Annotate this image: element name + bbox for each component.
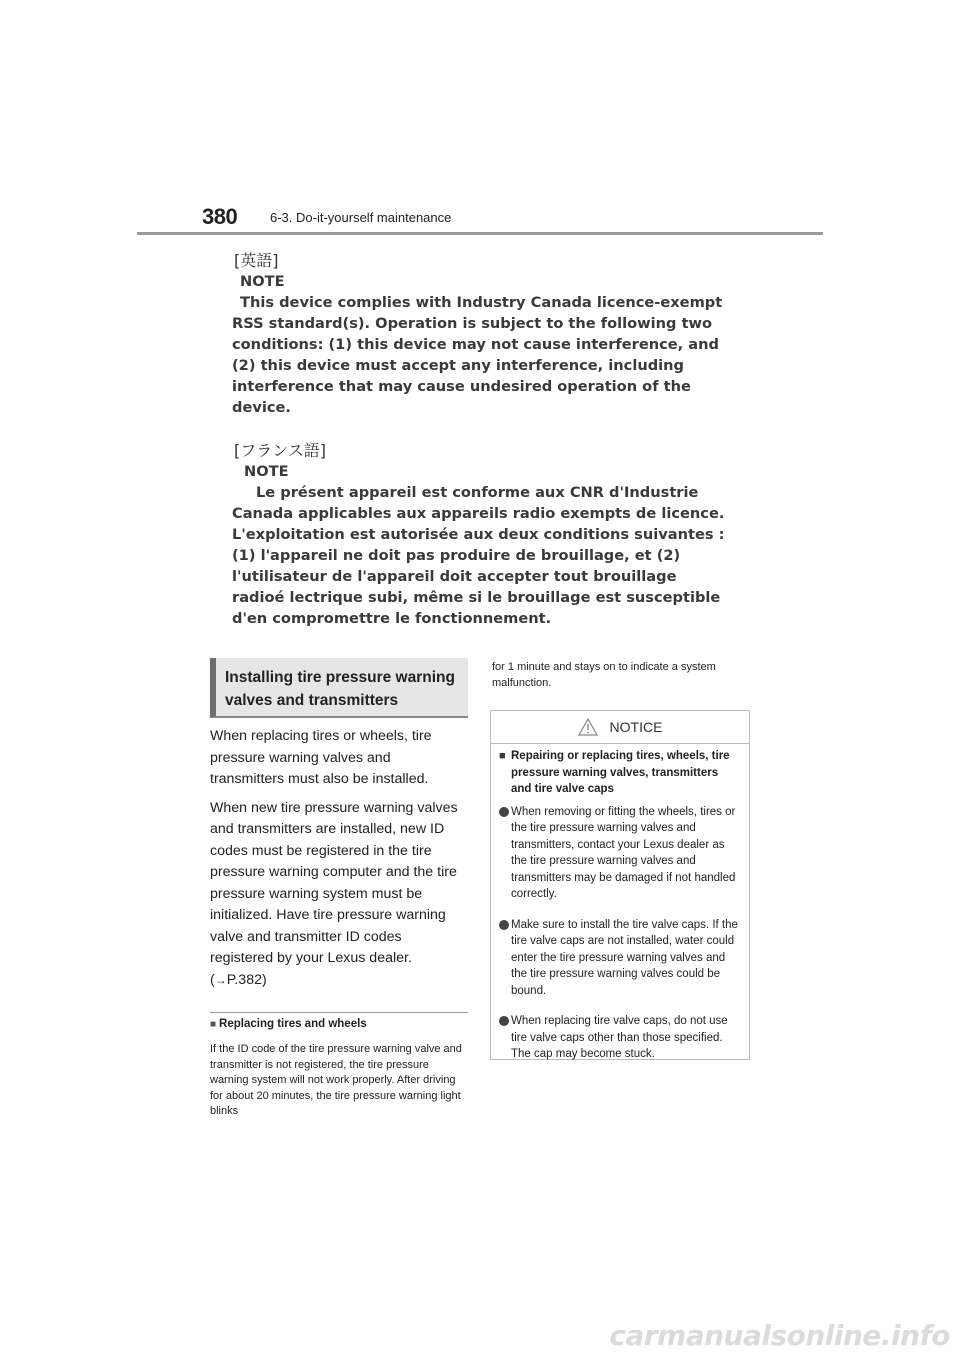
certification-block [232,250,732,629]
watermark [0,1320,960,1358]
square-bullet-icon: ■ [499,750,506,762]
section-title: 6-3. Do-it-yourself maintenance [270,210,452,225]
round-bullet-icon [499,807,509,817]
french-note-label: NOTE [244,463,289,480]
subheading [210,1018,367,1030]
body-paragraph-1: When replacing tires or wheels, tire pressure warning valves and transmitters must also be installed. [210,728,432,787]
body-paragraph-2: When new tire pressure warning valves and transmitters are installed, new ID codes must be registered in the tire pressure warning computer and the tire pressure warning system must be initialized. Have tire pressure warning valve and transmitter ID codes registered by your Lexus dealer. (→P.382) [210,799,458,988]
english-tag: [英語] [234,251,279,270]
page-reference-link[interactable]: P.382 [226,971,262,988]
notice-bullet [499,917,741,1000]
section-body [210,726,468,998]
round-bullet-icon [499,920,509,930]
notice-item-title-text: Repairing or replacing tires, wheels, tire pressure warning valves, transmitters and tire valve caps [511,750,730,795]
notice-title: NOTICE [609,719,663,735]
notice-bullet [499,1013,741,1063]
watermark-text: carmanualsonline.info [609,1319,950,1352]
section-heading [210,658,468,718]
french-tag: [フランス語] [234,441,327,460]
warning-triangle-icon [578,718,598,736]
header-rule [137,232,823,235]
notice-bullet-text: When removing or fitting the wheels, tires or the tire pressure warning valves and transmitters, contact your Lexus dealer as the tire pressure warning valves and transmitters may be damaged if not handled correctly. [511,805,736,900]
notice-body [491,744,749,1063]
subsection-text-continued: for 1 minute and stays on to indicate a system malfunction. [492,661,716,689]
round-bullet-icon [499,1016,509,1026]
english-certification-text: This device complies with Industry Canada licence-exempt RSS standard(s). Operation is subject to the following two conditions: (1) this device may not cause interference, and (2) this device must accept any interference, including interference that may cause undesired operation of the device. [232,294,723,416]
notice-header [491,711,749,744]
notice-bullet-text: When replacing tire valve caps, do not use tire valve caps other than those specified. The cap may become stuck. [511,1015,728,1060]
reference-arrow-icon: → [214,972,227,987]
notice-bullet [499,804,741,903]
subsection-text: If the ID code of the tire pressure warning valve and transmitter is not registered, the tire pressure warning system will not work properly. After driving for about 20 minutes, the tire pressure warning light blinks [210,1043,462,1118]
english-note-label: NOTE [240,273,285,290]
body-paragraph-2-text: When new tire pressure warning valves and transmitters are installed, new ID codes must be registered in the tire pressure warning computer and the tire pressure warning system must be initialized. Have tire pressure warning valve and transmitter ID codes registered by your Lexus dealer. [210,799,458,966]
subsection-rule [210,1012,468,1013]
french-certification-text: Le présent appareil est conforme aux CNR d'Industrie Canada applicables aux appareils radio exempts de licence. L'exploitation est autorisée aux deux conditions suivantes : (1) l'appareil ne doit pas produire de brouillage, et (2) l'utilisateur de l'appareil doit accepter tout brouillage radioé lectrique subi, même si le brouillage est susceptible d'en compromettre le fonctionnement. [232,484,725,627]
square-bullet-icon: ■ [210,1019,217,1030]
notice-box [490,710,750,1060]
page-number: 380 [202,204,238,229]
notice-item-title [499,748,741,798]
subheading-text: Replacing tires and wheels [219,1018,367,1030]
notice-bullet-text: Make sure to install the tire valve caps. If the tire valve caps are not installed, water could enter the tire pressure warning valves and the tire pressure warning valves could be bound. [511,918,738,997]
section-heading-text: Installing tire pressure warning valves and transmitters [225,669,455,709]
